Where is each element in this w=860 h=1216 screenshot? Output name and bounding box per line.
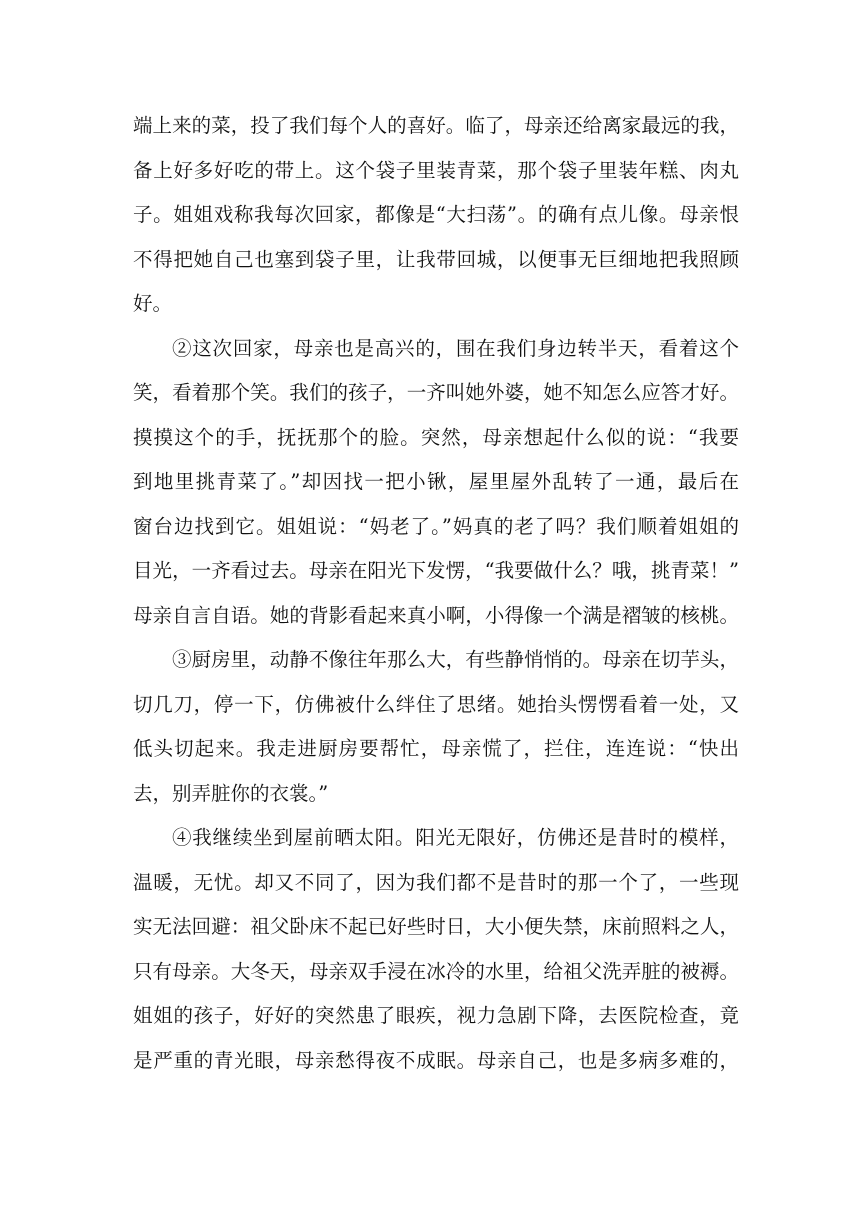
text-line: 不得把她自己也塞到袋子里，让我带回城，以便事无巨细地把我照顾 bbox=[133, 247, 739, 271]
text-line: 端上来的菜，投了我们每个人的喜好。临了，母亲还给离家最远的我， bbox=[133, 114, 739, 137]
paragraph-4 bbox=[133, 816, 739, 1083]
text-line: 到地里挑青菜了。”却因找一把小锹，屋里屋外乱转了一通，最后在 bbox=[133, 470, 739, 493]
paragraph bbox=[133, 104, 739, 327]
text-line: 子。姐姐戏称我每次回家，都像是“大扫荡”。的确有点儿像。母亲恨 bbox=[133, 203, 739, 226]
text-line: 切几刀，停一下，仿佛被什么绊住了思绪。她抬头愣愣看着一处，又 bbox=[133, 692, 739, 716]
text-line: ③厨房里，动静不像往年那么大，有些静悄悄的。母亲在切芋头， bbox=[172, 648, 739, 671]
text-line: ②这次回家，母亲也是高兴的，围在我们身边转半天，看着这个 bbox=[172, 336, 739, 360]
paragraph-3 bbox=[133, 638, 739, 816]
text-line: 实无法回避：祖父卧床不起已好些时日，大小便失禁，床前照料之人， bbox=[133, 915, 739, 938]
text-line: 低头切起来。我走进厨房要帮忙，母亲慌了，拦住，连连说：“快出 bbox=[133, 737, 739, 760]
text-line: 摸摸这个的手，抚抚那个的脸。突然，母亲想起什么似的说：“我要 bbox=[133, 425, 739, 449]
text-line: 温暖，无忧。却又不同了，因为我们都不是昔时的那一个了，一些现 bbox=[133, 870, 739, 894]
text-line: 备上好多好吃的带上。这个袋子里装青菜，那个袋子里装年糕、肉丸 bbox=[133, 158, 739, 182]
text-line: 去，别弄脏你的衣裳。” bbox=[133, 781, 329, 805]
article-body bbox=[133, 104, 739, 1083]
text-line: 窗台边找到它。姐姐说：“妈老了。”妈真的老了吗？我们顺着姐姐的 bbox=[133, 514, 739, 538]
text-line: 好。 bbox=[133, 292, 173, 315]
text-line: 姐姐的孩子，好好的突然患了眼疾，视力急剧下降，去医院检查，竟 bbox=[133, 1004, 739, 1027]
text-line: 笑，看着那个笑。我们的孩子，一齐叫她外婆，她不知怎么应答才好。 bbox=[133, 381, 739, 404]
paragraph-2 bbox=[133, 327, 739, 639]
text-line: ④我继续坐到屋前晒太阳。阳光无限好，仿佛还是昔时的模样， bbox=[172, 826, 739, 849]
text-line: 母亲自言自语。她的背影看起来真小啊，小得像一个满是褶皱的核桃。 bbox=[133, 603, 739, 627]
text-line: 目光，一齐看过去。母亲在阳光下发愣，“我要做什么？哦，挑青菜！” bbox=[133, 559, 739, 582]
text-line: 是严重的青光眼，母亲愁得夜不成眠。母亲自己，也是多病多难的， bbox=[133, 1048, 739, 1072]
text-line: 只有母亲。大冬天，母亲双手浸在冰冷的水里，给祖父洗弄脏的被褥。 bbox=[133, 959, 739, 983]
